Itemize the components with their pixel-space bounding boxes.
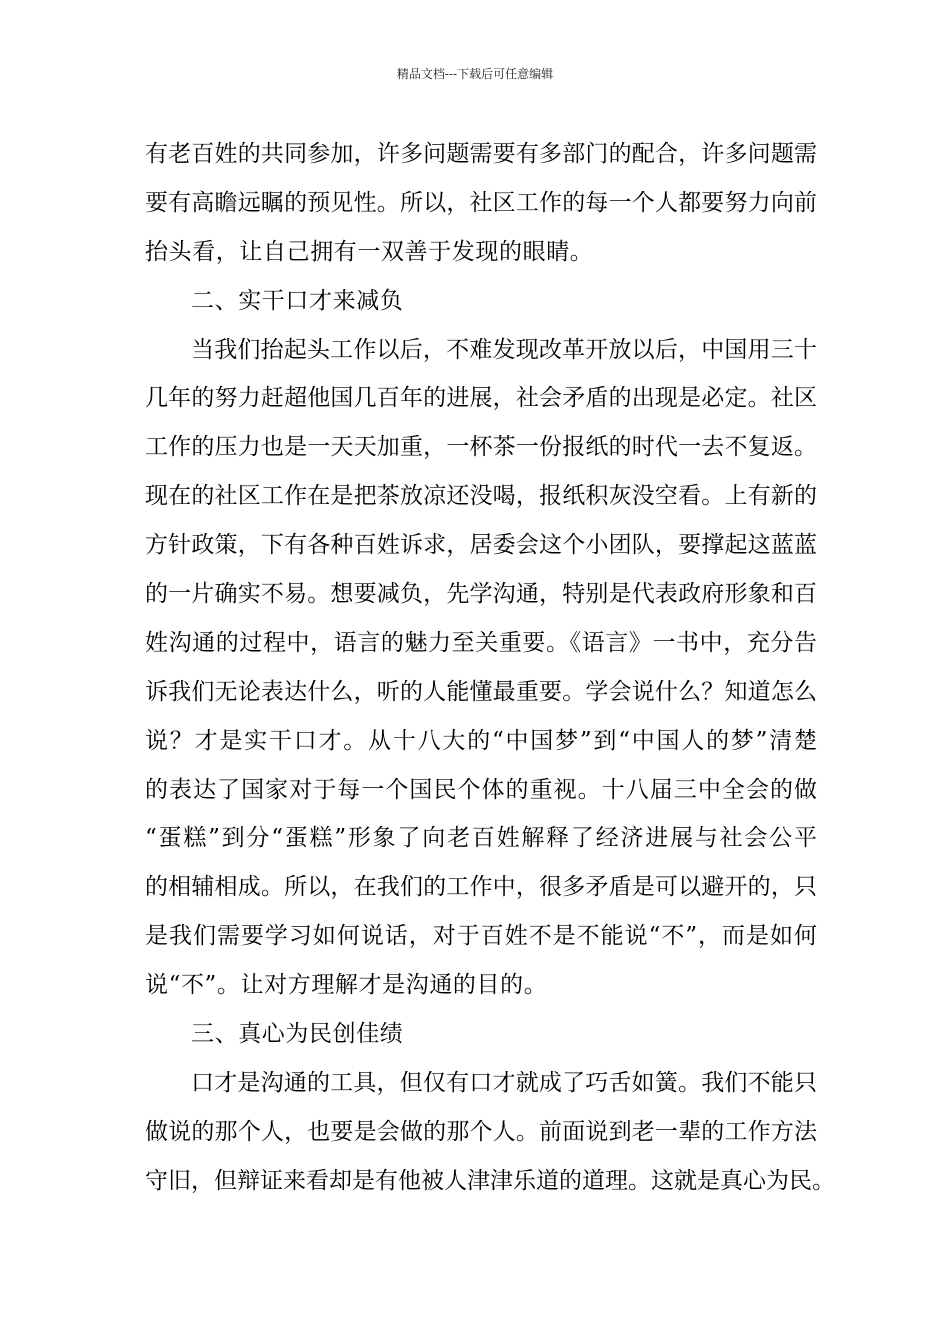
document-body [145,130,835,1206]
body-line: 是我们需要学习如何说话，对于百姓不是不能说“不”，而是如何 [145,923,817,950]
paragraph-first-line: 当我们抬起头工作以后，不难发现改革开放以后，中国用三十 [191,336,817,363]
page-header: 精品文档---下载后可任意编辑 [396,67,554,81]
body-line: 现在的社区工作在是把茶放凉还没喝，报纸积灰没空看。上有新的 [145,483,817,510]
body-line: “蛋糕”到分“蛋糕”形象了向老百姓解释了经济进展与社会公平 [145,825,817,852]
body-line: 几年的努力赶超他国几百年的进展，社会矛盾的出现是必定。社区 [145,385,817,412]
body-line: 方针政策，下有各种百姓诉求，居委会这个小团队，要撑起这蓝蓝 [145,532,817,559]
body-line: 说“不”。让对方理解才是沟通的目的。 [145,972,548,999]
body-line: 抬头看，让自己拥有一双善于发现的眼睛。 [145,238,594,265]
body-line: 的一片确实不易。想要减负，先学沟通，特别是代表政府形象和百 [145,581,817,608]
body-line: 守旧，但辩证来看却是有他被人津津乐道的道理。这就是真心为民。 [145,1167,835,1194]
body-line: 诉我们无论表达什么，听的人能懂最重要。学会说什么？知道怎么 [145,678,817,705]
body-line: 的表达了国家对于每一个国民个体的重视。十八届三中全会的做 [145,776,817,803]
body-line: 工作的压力也是一天天加重，一杯茶一份报纸的时代一去不复返。 [145,434,817,461]
body-line: 姓沟通的过程中，语言的魅力至关重要。《语言》一书中，充分告 [145,629,817,656]
body-line: 说？才是实干口才。从十八大的“中国梦”到“中国人的梦”清楚 [145,727,817,754]
body-line: 做说的那个人，也要是会做的那个人。前面说到老一辈的工作方法 [145,1118,817,1145]
section-heading: 二、实干口才来减负 [191,287,404,314]
body-line: 的相辅相成。所以，在我们的工作中，很多矛盾是可以避开的，只 [145,874,817,901]
body-line: 要有高瞻远瞩的预见性。所以，社区工作的每一个人都要努力向前 [145,189,817,216]
section-heading: 三、真心为民创佳绩 [191,1021,404,1048]
body-line: 有老百姓的共同参加，许多问题需要有多部门的配合，许多问题需 [145,141,817,167]
paragraph-first-line: 口才是沟通的工具，但仅有口才就成了巧舌如簧。我们不能只 [191,1069,817,1096]
